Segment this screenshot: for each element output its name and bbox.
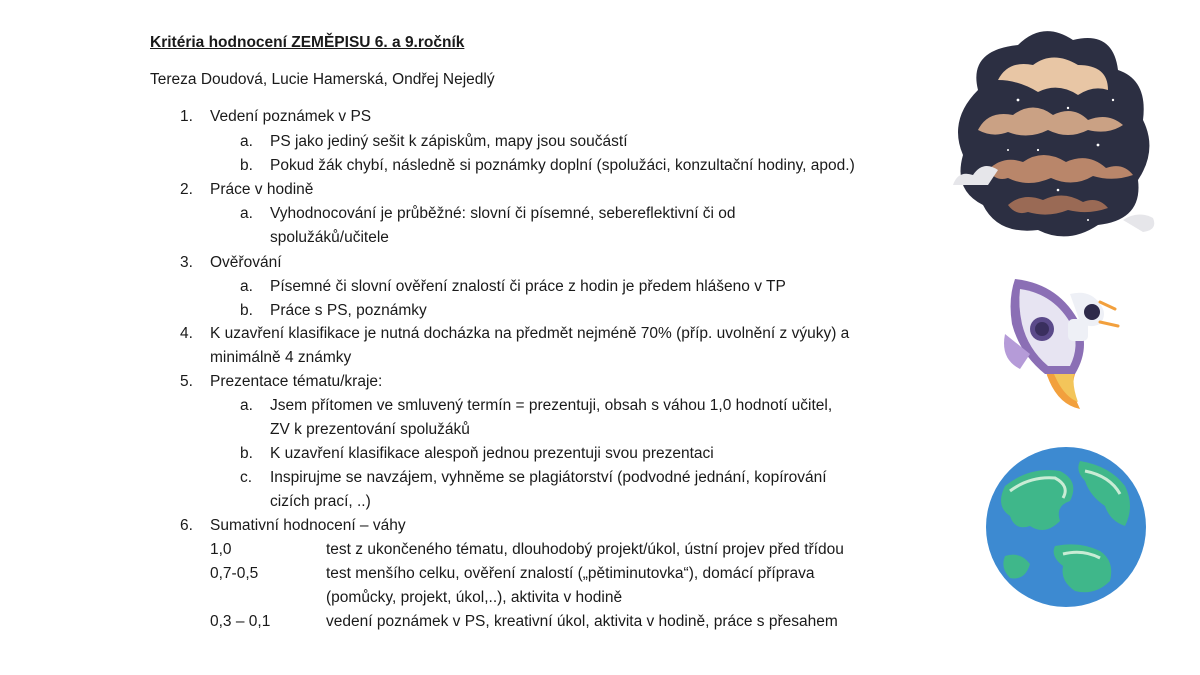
list-number: 5. [180,373,193,390]
list-item-label: Práce v hodině [210,181,314,198]
weight-description: (pomůcky, projekt, úkol,..), aktivita v hodině [326,589,623,606]
list-item-label: K uzavření klasifikace je nutná docházka na předmět nejméně 70% (příp. uvolnění z výuky) a [210,325,850,342]
sublist-text: K uzavření klasifikace alespoň jednou prezentuji svou prezentaci [270,445,714,462]
list-item-label: Ověřování [210,254,282,271]
list-number: 3. [180,254,193,271]
earth-planet-illustration [985,446,1147,608]
authors-line: Tereza Doudová, Lucie Hamerská, Ondřej Nejedlý [150,71,495,88]
sublist-text: ZV k prezentování spolužáků [270,421,470,438]
list-item-label: Sumativní hodnocení – váhy [210,517,406,534]
sublist-text: spolužáků/učitele [270,229,389,246]
list-number: 1. [180,108,193,125]
list-number: 4. [180,325,193,342]
sublist-text: Práce s PS, poznámky [270,302,427,319]
sublist-text: Pokud žák chybí, následně si poznámky doplní (spolužáci, konzultační hodiny, apod.) [270,157,855,174]
weight-value: 1,0 [210,541,232,558]
document-title: Kritéria hodnocení ZEMĚPISU 6. a 9.ročník [150,34,465,51]
list-item-label: Prezentace tématu/kraje: [210,373,383,390]
sublist-letter: b. [240,445,253,462]
weight-description: test z ukončeného tématu, dlouhodobý projekt/úkol, ústní projev před třídou [326,541,844,558]
list-number: 2. [180,181,193,198]
weight-description: vedení poznámek v PS, kreativní úkol, aktivita v hodině, práce s přesahem [326,613,838,630]
sublist-text: Jsem přítomen ve smluvený termín = prezentuji, obsah s váhou 1,0 hodnotí učitel, [270,397,833,414]
sublist-letter: b. [240,157,253,174]
weight-value: 0,7-0,5 [210,565,259,582]
sublist-letter: a. [240,205,253,222]
sublist-text: Vyhodnocování je průběžné: slovní či písemné, sebereflektivní či od [270,205,736,222]
list-item-label: minimálně 4 známky [210,349,352,366]
sublist-text: Písemné či slovní ověření znalostí či práce z hodin je předem hlášeno v TP [270,278,786,295]
sublist-text: PS jako jediný sešit k zápiskům, mapy jsou součástí [270,133,628,150]
list-item-label: Vedení poznámek v PS [210,108,372,125]
sublist-letter: a. [240,278,253,295]
space-nebula-illustration [948,20,1163,245]
sublist-text: cizích prací, ..) [270,493,371,510]
sublist-letter: b. [240,302,253,319]
weight-description: test menšího celku, ověření znalostí („pětiminutovka“), domácí příprava [326,565,815,582]
sublist-text: Inspirujme se navzájem, vyhněme se plagiátorství (podvodné jednání, kopírování [270,469,827,486]
astronaut-rocket-illustration [1000,274,1125,414]
sublist-letter: c. [240,469,253,486]
list-number: 6. [180,517,193,534]
sublist-letter: a. [240,397,253,414]
sublist-letter: a. [240,133,253,150]
weight-value: 0,3 – 0,1 [210,613,271,630]
